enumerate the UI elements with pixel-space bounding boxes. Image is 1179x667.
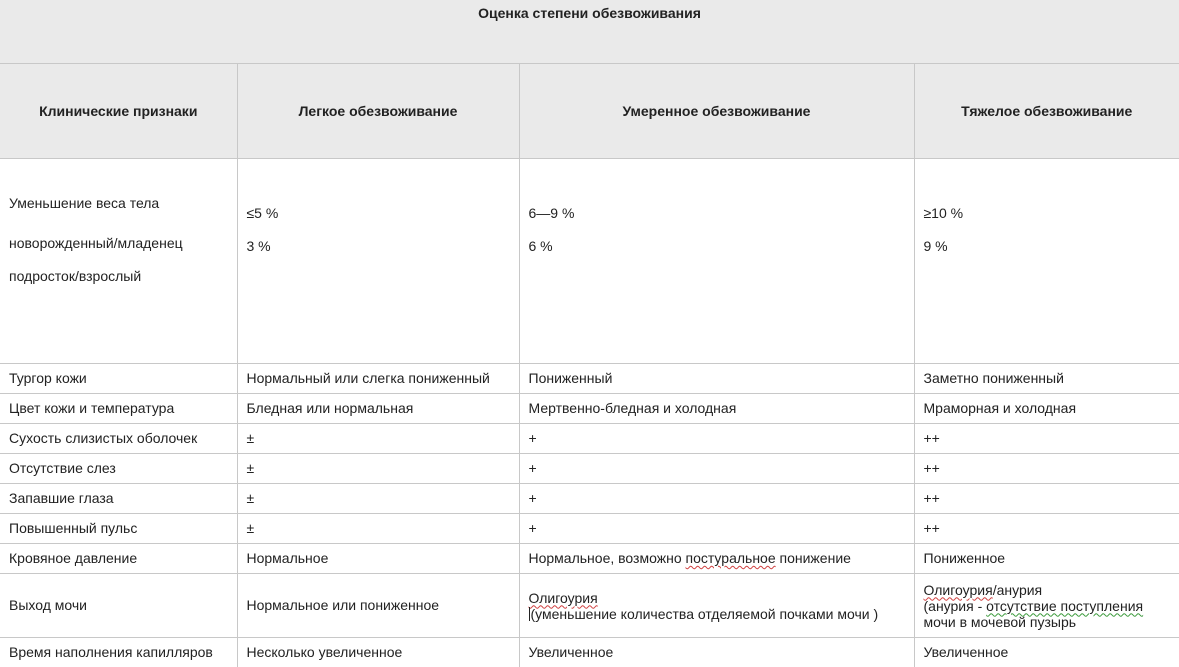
weight-severe-infant: ≥10 %	[924, 205, 1171, 222]
header-row	[0, 64, 1179, 159]
mild-cell: Нормальное	[237, 544, 519, 574]
mild-cell: ±	[237, 514, 519, 544]
weight-severe-cell	[914, 159, 1179, 364]
severe-cell: Увеличенное	[914, 638, 1179, 667]
mild-cell: ±	[237, 424, 519, 454]
urine-severe-line-2a: (анурия -	[924, 598, 987, 614]
table-row	[0, 514, 1179, 544]
bp-moderate-spellcheck-word: постуральное	[686, 550, 776, 566]
header-severe: Тяжелое обезвоживание	[914, 64, 1179, 159]
severe-cell	[914, 574, 1179, 638]
table-row	[0, 574, 1179, 638]
header-signs: Клинические признаки	[0, 64, 237, 159]
moderate-cell	[519, 544, 914, 574]
table-row	[0, 544, 1179, 574]
mild-cell: Нормальный или слегка пониженный	[237, 364, 519, 394]
table-caption: Оценка степени обезвоживания	[0, 0, 1179, 64]
sign-cell: Отсутствие слез	[0, 454, 237, 484]
sign-cell: Время наполнения капилляров	[0, 638, 237, 667]
weight-label-infant: новорожденный/младенец	[9, 235, 228, 252]
urine-moderate-line-2: (уменьшение количества отделяемой почками мочи )	[531, 606, 879, 622]
moderate-cell: Пониженный	[519, 364, 914, 394]
severe-cell: Заметно пониженный	[914, 364, 1179, 394]
weight-mild-cell	[237, 159, 519, 364]
mild-cell: Нормальное или пониженное	[237, 574, 519, 638]
moderate-cell: +	[519, 514, 914, 544]
weight-moderate-infant: 6—9 %	[529, 205, 905, 222]
severe-cell: ++	[914, 424, 1179, 454]
urine-moderate-line-1: Олигоурия	[529, 590, 598, 606]
urine-severe-line-1b: /анурия	[993, 582, 1042, 598]
mild-cell: Бледная или нормальная	[237, 394, 519, 424]
severe-cell: ++	[914, 484, 1179, 514]
table-row	[0, 159, 1179, 364]
weight-moderate-adult: 6 %	[529, 238, 905, 255]
table-row	[0, 638, 1179, 667]
sign-cell: Сухость слизистых оболочек	[0, 424, 237, 454]
moderate-cell	[519, 574, 914, 638]
sign-cell: Кровяное давление	[0, 544, 237, 574]
urine-severe-line-2b: отсутствие поступления	[986, 598, 1143, 614]
header-mild: Легкое обезвоживание	[237, 64, 519, 159]
table-row	[0, 364, 1179, 394]
bp-moderate-text-a: Нормальное, возможно	[529, 550, 686, 566]
weight-mild-infant: ≤5 %	[247, 205, 510, 222]
moderate-cell: Увеличенное	[519, 638, 914, 667]
moderate-cell: Мертвенно-бледная и холодная	[519, 394, 914, 424]
weight-moderate-cell	[519, 159, 914, 364]
table-row	[0, 424, 1179, 454]
severe-cell: ++	[914, 514, 1179, 544]
mild-cell: Несколько увеличенное	[237, 638, 519, 667]
table-row	[0, 484, 1179, 514]
text-cursor	[529, 607, 530, 621]
bp-moderate-text-c: понижение	[776, 550, 851, 566]
severe-cell: Пониженное	[914, 544, 1179, 574]
mild-cell: ±	[237, 484, 519, 514]
moderate-cell: +	[519, 454, 914, 484]
severe-cell: Мраморная и холодная	[914, 394, 1179, 424]
table-row	[0, 394, 1179, 424]
moderate-cell: +	[519, 424, 914, 454]
moderate-cell: +	[519, 484, 914, 514]
table-row	[0, 454, 1179, 484]
sign-cell: Тургор кожи	[0, 364, 237, 394]
header-moderate: Умеренное обезвоживание	[519, 64, 914, 159]
sign-cell: Выход мочи	[0, 574, 237, 638]
sign-cell: Запавшие глаза	[0, 484, 237, 514]
weight-mild-adult: 3 %	[247, 238, 510, 255]
sign-cell: Повышенный пульс	[0, 514, 237, 544]
sign-cell: Цвет кожи и температура	[0, 394, 237, 424]
severe-cell: ++	[914, 454, 1179, 484]
weight-label: Уменьшение веса тела	[9, 195, 228, 212]
urine-severe-line-3: мочи в мочевой пузырь	[924, 614, 1171, 630]
weight-sign-cell	[0, 159, 237, 364]
weight-label-adult: подросток/взрослый	[9, 268, 228, 285]
weight-severe-adult: 9 %	[924, 238, 1171, 255]
urine-severe-line-1a: Олигоурия	[924, 582, 993, 598]
mild-cell: ±	[237, 454, 519, 484]
